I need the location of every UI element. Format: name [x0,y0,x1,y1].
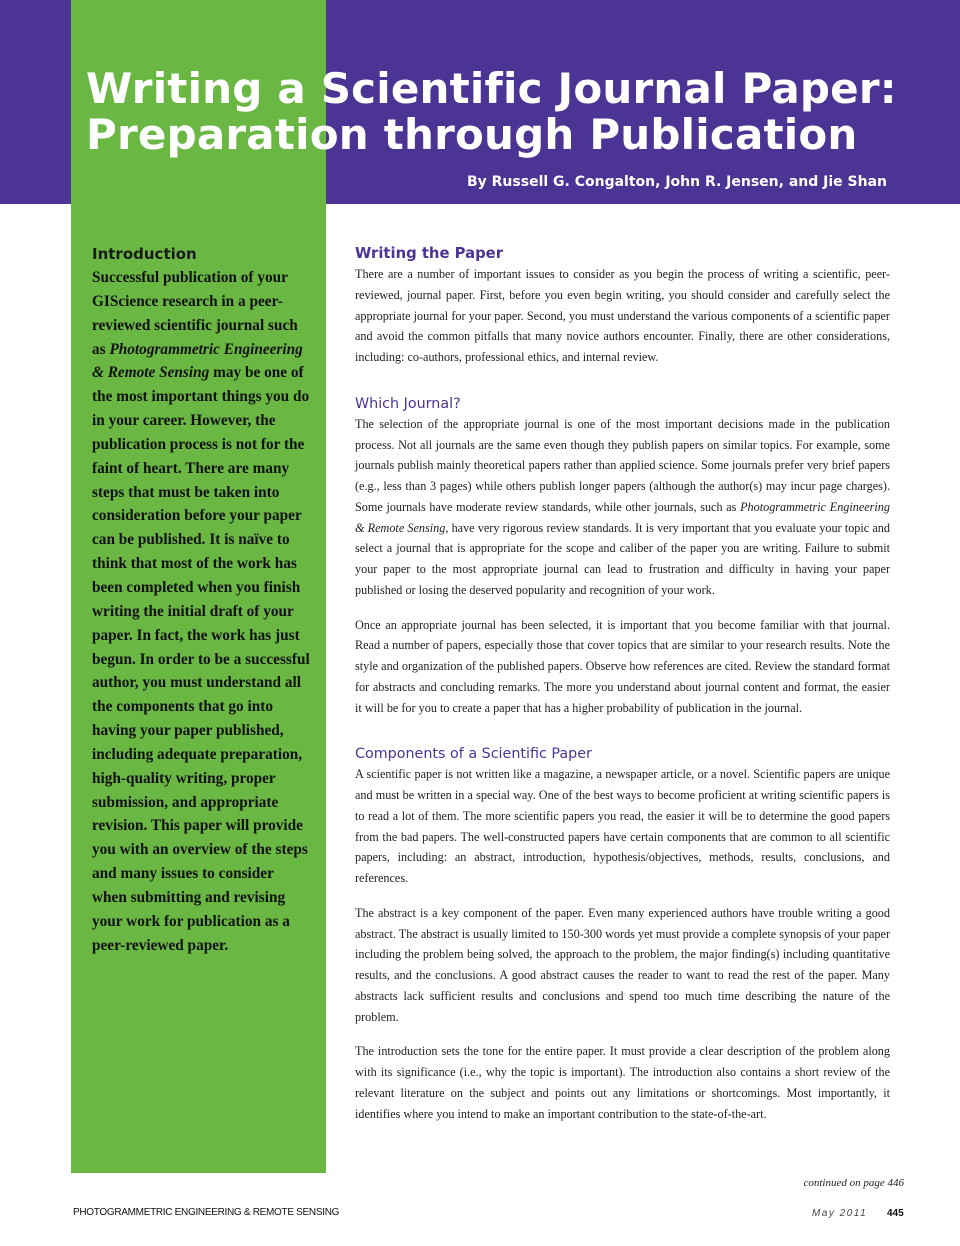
intro-journal-name: Photogrammetric Engineering & Remote Sensing [92,340,303,382]
journal-paragraph-1 [355,414,890,601]
title-line-2: Preparation through Publication [86,110,858,159]
title-line-1: Writing a Scientific Journal Paper: [86,64,897,113]
intro-section [92,244,310,957]
components-paragraph-1: A scientific paper is not written like a magazine, a newspaper article, or a novel. Scientific papers are unique and must be written in a special way. One of the best ways to become proficient at writing scientific papers is to read a lot of them. The more scientific papers you read, the easier it will be to determine the good papers from the bad papers. The well-constructed papers have certain components that are common to all scientific papers, including: an abstract, introduction, hypothesis/objectives, methods, results, conclusions, and references. [355,767,890,885]
article-title [86,66,897,158]
intro-text-start: Successful publication of your GIScience research in a peer-reviewed scientific journal such as [92,269,298,358]
journal-p1-journal-name: Photogrammetric Engineering & Remote Sensing [355,499,890,535]
journal-heading: Which Journal? [355,395,461,412]
components-heading: Components of a Scientific Paper [355,746,592,763]
journal-p1-end: , have very rigorous review standards. It is very important that you evaluate your topic and select a journal that is appropriate for the scope and caliber of the paper you are writing. Failure to submit your paper to the most appropriate journal can lead to frustration and difficulty in having your paper published or losing the deserved popularity and recognition of your work. [355,520,890,597]
footer-journal-name: PHOTOGRAMMETRIC ENGINEERING & REMOTE SENSING [73,1207,340,1218]
page-number: 445 [887,1208,904,1219]
intro-text-end: may be one of the most important things you do in your career. However, the publication process is not for the faint of heart. There are many steps that must be taken into consideration before your paper can be published. It is naïve to think that most of the work has been completed when you finish writing the initial draft of your paper. In fact, the work has just begun. In order to be a successful author, you must understand all the components that go into having your paper published, including adequate preparation, high-quality writing, proper submission, and appropriate revision. This paper will provide you with an overview of the steps and many issues to consider when submitting and revising your work for publication as a peer-reviewed paper. [92,364,310,954]
main-column [355,244,890,1124]
author-byline: By Russell G. Congalton, John R. Jensen, and Jie Shan [466,174,887,190]
writing-heading: Writing the Paper [355,245,504,262]
continued-note: continued on page 446 [803,1177,904,1189]
writing-paragraph-1: There are a number of important issues to consider as you begin the process of writing a scientific, peer-reviewed, journal paper. First, before you even begin writing, you should consider and carefully select the appropriate journal for your paper. Second, you must understand the various components of a scientific paper and avoid the common pitfalls that many novice authors encounter. Finally, there are other considerations, including: co-authors, professional ethics, and internal review. [355,267,890,364]
journal-p1-start: The selection of the appropriate journal is one of the most important decisions made in the publication process. Not all journals are the same even though they publish papers on similar topics. For example, some journals publish mainly theoretical papers rather than applied science. Some journals prefer very brief papers (e.g., less than 3 pages) while others publish longer papers (although the author(s) may incur page charges). Some journals have moderate review standards, while other journals, such as [355,416,890,514]
intro-text [92,266,310,957]
components-paragraph-2: The abstract is a key component of the paper. Even many experienced authors have trouble writing a good abstract. The abstract is usually limited to 150-300 words yet must provide a complete synopsis of your paper including the problem being solved, the approach to the problem, the major finding(s) including quantitative results, and the conclusions. A good abstract causes the reader to want to read the rest of the paper. Many abstracts lack sufficient results and conclusions and spend too much time describing the nature of the problem. [355,905,890,1024]
intro-heading: Introduction [92,245,197,263]
journal-paragraph-2: Once an appropriate journal has been selected, it is important that you become familiar with that journal. Read a number of papers, especially those that cover topics that are similar to your research results. Note the style and organization of the published papers. Observe how references are cited. Review the standard format for abstracts and concluding remarks. The more you understand about journal content and format, the easier it will be for you to create a paper that has a higher probability of publication in the journal. [355,617,890,715]
components-paragraph-3: The introduction sets the tone for the entire paper. It must provide a clear description of the problem along with its significance (i.e., why the topic is important). The introduction also contains a short review of the relevant literature on the subject and points out any limitations or shortcomings. Most importantly, it identifies where you intend to make an important contribution to the state-of-the-art. [355,1044,890,1121]
footer-date: May 2011 [812,1208,868,1219]
